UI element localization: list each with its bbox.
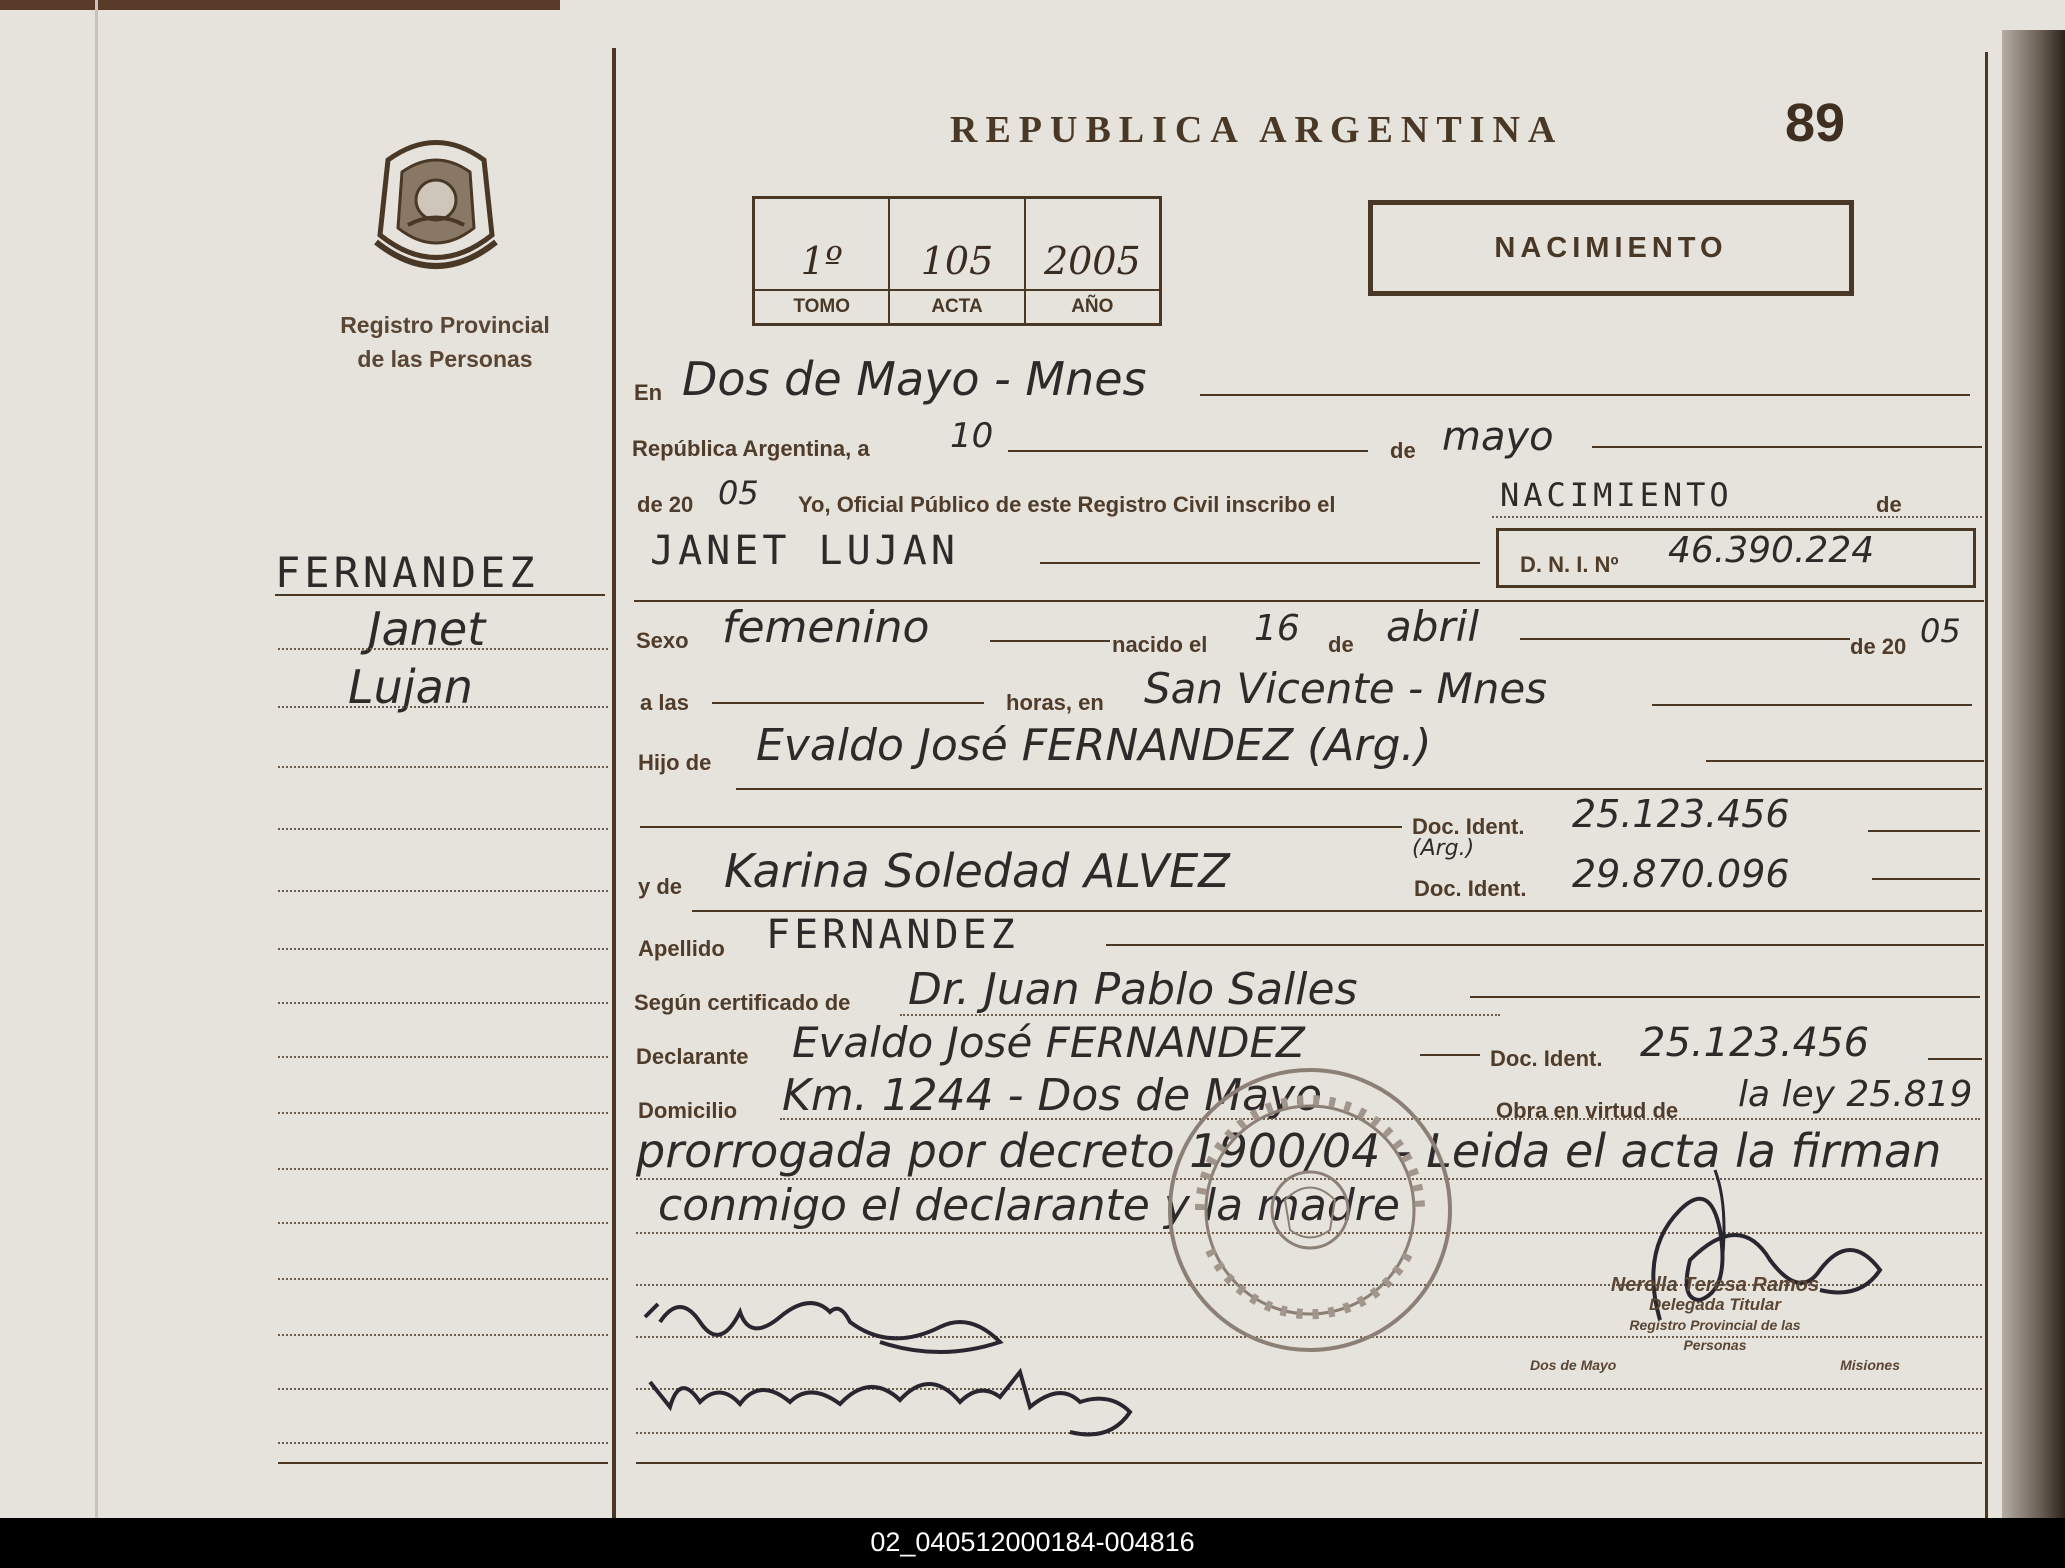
tomo-value: 1º: [800, 239, 843, 283]
declarante-label: Declarante: [636, 1044, 749, 1069]
margin-surname: FERNANDEZ: [275, 548, 539, 597]
de20-label: de 20: [1850, 634, 1907, 659]
sexo-rule: [990, 640, 1110, 642]
margin-name2: Lujan: [348, 660, 473, 714]
margin-dots: [278, 706, 608, 708]
certificado-dots: [900, 1014, 1500, 1016]
certificado-rule: [1470, 996, 1980, 998]
margin-dots: [278, 890, 608, 892]
official-stamp-icon: [1160, 1060, 1460, 1360]
provincial-seal-icon: [368, 130, 504, 280]
father-rule-2: [736, 788, 1982, 790]
official-signature-block: [1520, 1275, 1910, 1375]
official-location: [1520, 1355, 1910, 1375]
folio-number: 89: [1785, 93, 1846, 153]
margin-dots: [278, 1442, 608, 1444]
declarante-value: Evaldo José FERNANDEZ: [792, 1018, 1305, 1067]
segun-label: Según certificado de: [634, 990, 851, 1015]
image-caption: 02_040512000184-004816: [0, 1518, 2065, 1568]
tomo-label: TOMO: [755, 289, 888, 323]
country-title: REPUBLICA ARGENTINA: [950, 109, 1564, 151]
day-value: 10: [950, 416, 994, 456]
margin-dots: [278, 1112, 608, 1114]
sexo-value: femenino: [722, 602, 930, 653]
declarante-rule: [1420, 1054, 1480, 1056]
bottom-rule: [636, 1462, 1982, 1464]
note-line-2: conmigo el declarante y la madre: [658, 1180, 1400, 1231]
acta-label: ACTA: [890, 289, 1023, 323]
registry-name: [300, 308, 590, 376]
dni-value: 46.390.224: [1668, 530, 1875, 571]
margin-dots: [278, 1168, 608, 1170]
declarante-doc-rule: [1928, 1058, 1982, 1060]
obra-label: Obra en virtud de: [1496, 1098, 1679, 1123]
domicilio-value: Km. 1244 - Dos de Mayo: [782, 1070, 1323, 1121]
en-label: En: [634, 380, 663, 405]
obra-value: la ley 25.819: [1738, 1074, 1973, 1115]
official-org-line2: Personas: [1683, 1337, 1747, 1353]
declarante-doc-label: Doc. Ident.: [1490, 1046, 1603, 1071]
father-doc-label: Doc. Ident.: [1412, 814, 1525, 839]
name-rule: [1040, 562, 1480, 564]
margin-surname-rule: [275, 594, 605, 596]
margin-divider: [612, 48, 616, 1518]
father-rule: [1706, 760, 1984, 762]
registry-line2: de las Personas: [357, 346, 533, 372]
birth-day-value: 16: [1254, 608, 1300, 649]
apellido-rule: [1106, 944, 1984, 946]
margin-dots: [278, 1002, 608, 1004]
declarante-doc-value: 25.123.456: [1640, 1020, 1870, 1066]
en-value: Dos de Mayo - Mnes: [682, 352, 1147, 406]
horas-label: horas, en: [1006, 690, 1104, 715]
anio-cell: [1026, 199, 1159, 323]
father-doc-rule: [1868, 830, 1980, 832]
margin-dots: [278, 1056, 608, 1058]
official-place: Dos de Mayo: [1530, 1357, 1617, 1373]
tomo-cell: [755, 199, 890, 323]
inscribo-value: NACIMIENTO: [1500, 476, 1733, 514]
page-edge-shadow: [0, 0, 560, 10]
mother-nationality: (Arg.): [1412, 836, 1475, 861]
domicilio-label: Domicilio: [638, 1098, 738, 1123]
mother-value: Karina Soledad ALVEZ: [724, 844, 1230, 898]
official-org-line1: Registro Provincial de las: [1629, 1317, 1801, 1333]
sexo-label: Sexo: [636, 628, 689, 653]
margin-bottom-rule: [278, 1462, 608, 1464]
alas-rule: [712, 702, 984, 704]
child-name-value: JANET LUJAN: [650, 528, 959, 574]
right-border-rule: [1985, 52, 1988, 1518]
acta-cell: [890, 199, 1025, 323]
margin-dots: [278, 1334, 608, 1336]
republica-label: República Argentina, a: [632, 436, 870, 461]
hijo-label: Hijo de: [638, 750, 712, 775]
month-value: mayo: [1442, 414, 1554, 460]
mother-doc-value: 29.870.096: [1572, 852, 1790, 896]
birth-month-rule: [1520, 638, 1850, 640]
margin-dots: [278, 1222, 608, 1224]
anio-label: AÑO: [1026, 289, 1159, 323]
en-rule: [1200, 394, 1970, 396]
official-province: Misiones: [1840, 1357, 1900, 1373]
acta-value: 105: [920, 239, 994, 283]
official-name: Nerella Teresa Ramos: [1610, 1274, 1820, 1296]
place-value: San Vicente - Mnes: [1144, 664, 1548, 713]
margin-dots: [278, 648, 608, 650]
inscribo-dots: [1492, 516, 1982, 518]
anio-value: 2005: [1043, 239, 1141, 283]
father-value: Evaldo José FERNANDEZ (Arg.): [756, 720, 1432, 771]
month-rule: [1592, 446, 1982, 448]
birth-month-value: abril: [1386, 602, 1480, 651]
yde-label: y de: [638, 874, 683, 899]
certificado-value: Dr. Juan Pablo Salles: [908, 964, 1358, 1015]
apellido-value: FERNANDEZ: [766, 912, 1019, 958]
record-reference-box: [752, 196, 1162, 326]
mother-doc-label: Doc. Ident.: [1414, 876, 1527, 901]
margin-dots: [278, 948, 608, 950]
margin-name1: Janet: [368, 602, 486, 656]
de-label-2: de: [1876, 492, 1902, 517]
de-label-3: de: [1328, 632, 1354, 657]
father-extra-rule: [640, 826, 1402, 828]
note-line-1: prorrogada por decreto 1900/04 - Leida el acta la firman: [636, 1124, 1942, 1178]
left-margin-rule: [95, 0, 98, 1518]
apellido-label: Apellido: [638, 936, 725, 961]
dni-label: D. N. I. Nº: [1520, 552, 1619, 577]
margin-dots: [278, 1278, 608, 1280]
official-title: Delegada Titular: [1649, 1295, 1781, 1314]
mother-signature-icon: [640, 1352, 1180, 1452]
nacido-label: nacido el: [1112, 632, 1208, 657]
registry-line1: Registro Provincial: [340, 312, 550, 338]
day-rule: [1008, 450, 1368, 452]
place-rule: [1652, 704, 1972, 706]
birth-year-value: 05: [1920, 612, 1961, 650]
de-label: de: [1390, 438, 1416, 463]
father-doc-value: 25.123.456: [1572, 792, 1790, 836]
margin-dots: [278, 766, 608, 768]
inscribo-label: Yo, Oficial Público de este Registro Civil inscribo el: [798, 492, 1336, 517]
book-edge: [2002, 30, 2065, 1518]
margin-dots: [278, 1388, 608, 1390]
mother-doc-rule: [1872, 878, 1980, 880]
year-prefix-label: de 20: [637, 492, 694, 517]
alas-label: a las: [640, 690, 689, 715]
act-type-box: NACIMIENTO: [1368, 200, 1854, 296]
margin-dots: [278, 828, 608, 830]
year-value: 05: [718, 474, 759, 512]
